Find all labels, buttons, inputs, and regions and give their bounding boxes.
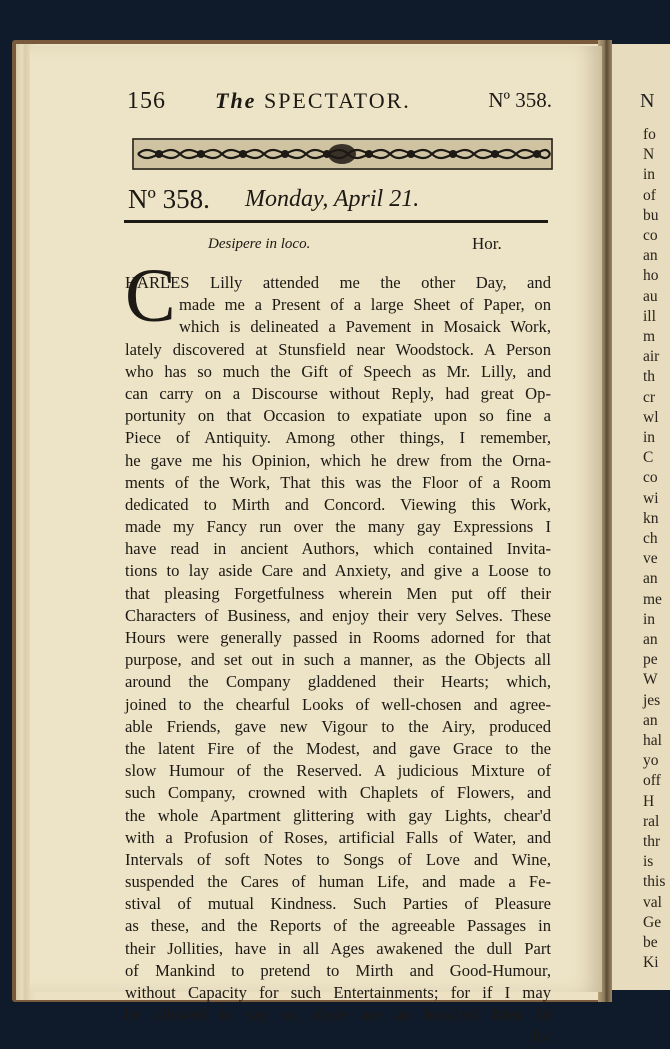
text-line: that pleasing Forgetfulness wherein Men put off their <box>125 583 551 603</box>
ornament-band-icon <box>132 138 553 170</box>
header-issue-ref: Nº 358. <box>488 88 552 112</box>
text-line: slow Humour of the Reserved. A judicious Mixture of <box>125 761 551 781</box>
text-line: without Capacity for such Entertainments; for if I may <box>125 983 551 1002</box>
facing-page-line: au <box>643 287 658 305</box>
text-line: their Jollities, have in all Ages awakened the dull Part <box>125 938 551 958</box>
text-line: with a Profusion of Roses, artificial Falls of Water, and <box>125 827 551 847</box>
running-head <box>127 86 552 118</box>
facing-page-line: m <box>643 328 656 345</box>
facing-page-line: Ki <box>643 954 659 972</box>
facing-page-line: co <box>643 469 658 487</box>
text-line: which is delineated a Pavement in Mosaick Work, <box>179 317 551 337</box>
facing-page-line: co <box>643 227 658 244</box>
motto: Desipere in loco. <box>208 236 311 252</box>
facing-page-header: N <box>640 90 655 112</box>
text-line: lately discovered at Stunsfield near Woodstock. A Person <box>125 339 551 359</box>
text-line: can carry on a Discourse without Reply, had great Op- <box>125 383 551 403</box>
facing-page-line: th <box>643 368 656 386</box>
facing-page-line: pe <box>643 651 658 669</box>
facing-page-line: thr <box>643 833 661 850</box>
text-line: of Mankind to pretend to Mirth and Good-Humour, <box>125 960 551 980</box>
facing-page-line: Ge <box>643 913 662 931</box>
text-line: the latent Fire of the Modest, and gave Grace to the <box>125 738 551 758</box>
facing-page-line: ho <box>643 267 659 285</box>
facing-page-line: be <box>643 934 658 951</box>
facing-page-line: hal <box>643 732 662 749</box>
article-body <box>125 272 551 1049</box>
text-line: for <box>531 1027 551 1047</box>
facing-page-line: jes <box>643 691 661 709</box>
text-line: Piece of Antiquity. Among other things, I remember, <box>125 428 551 448</box>
facing-page-line: this <box>643 873 666 891</box>
text-line: HARLES Lilly attended me the other Day, and <box>125 273 551 292</box>
facing-page-line: N <box>643 146 655 164</box>
facing-page-line: air <box>643 348 660 366</box>
drop-cap: C <box>125 254 176 338</box>
text-line: Hours were generally passed in Rooms adorned for that <box>125 628 551 647</box>
text-line: have read in ancient Authors, which contained Invita- <box>125 539 551 559</box>
journal-title: The SPECTATOR. <box>215 88 411 113</box>
text-line: portunity on that Occasion to expatiate upon so fine a <box>125 406 551 426</box>
facing-page-line: ral <box>643 812 660 830</box>
facing-page-line: H <box>643 792 655 810</box>
facing-page-line: ch <box>643 530 658 547</box>
facing-page-line: an <box>643 631 658 648</box>
facing-page-line: cr <box>643 388 656 406</box>
text-line: Intervals of soft Notes to Songs of Love and Wine, <box>125 849 551 869</box>
facing-page <box>610 44 670 990</box>
facing-page-line: wl <box>643 408 659 426</box>
facing-page-line: fo <box>643 126 656 143</box>
text-line: purpose, and set out in such a manner, as the Objects all <box>125 650 551 670</box>
facing-page-line: an <box>643 247 658 265</box>
facing-page-line: an <box>643 570 658 588</box>
text-line: made me a Present of a large Sheet of Paper, on <box>179 295 551 315</box>
facing-page-line: an <box>643 711 658 729</box>
facing-page-line: me <box>643 590 662 608</box>
facing-page-line: ill <box>643 307 656 325</box>
page-number: 156 <box>127 88 166 114</box>
text-line: suspended the Cares of human Life, and made a Fe- <box>125 872 551 892</box>
issue-number: Nº 358. <box>128 184 210 214</box>
text-line: dedicated to Mirth and Concord. Viewing this Work, <box>125 494 551 514</box>
facing-page-line: val <box>643 893 662 911</box>
text-line: he gave me his Opinion, which he drew from the Orna- <box>125 450 551 470</box>
text-line: made my Fancy run over the many gay Expressions I <box>125 517 551 537</box>
motto-source: Hor. <box>472 234 502 253</box>
facing-page-line: wi <box>643 489 659 507</box>
facing-page-line: in <box>643 166 656 184</box>
facing-page-line: kn <box>643 509 659 527</box>
text-line: Characters of Business, and enjoy their very Selves. These <box>125 605 551 625</box>
facing-page-line: off <box>643 772 661 790</box>
facing-page-line: W <box>643 671 658 689</box>
text-line: ments of the Work, That this was the Floor of a Room <box>125 472 551 492</box>
facing-page-line: is <box>643 853 654 871</box>
heading-rule <box>124 220 548 223</box>
facing-page-line: ve <box>643 550 658 568</box>
facing-page-line: C <box>643 449 654 467</box>
facing-page-line: in <box>643 429 656 446</box>
facing-page-line: bu <box>643 206 659 224</box>
issue-heading <box>128 180 548 220</box>
text-line: around the Company gladdened their Hearts; which, <box>125 672 551 692</box>
text-line: be allowed to say so, there are an hundred Men fit <box>125 1005 551 1025</box>
text-line: the whole Apartment glittering with gay Lights, chear'd <box>125 805 551 825</box>
facing-page-line: of <box>643 186 656 204</box>
text-line: able Friends, gave new Vigour to the Airy, produced <box>125 716 551 736</box>
issue-date: Monday, April 21. <box>245 186 420 212</box>
text-line: such Company, crowned with Chaplets of Flowers, and <box>125 783 551 803</box>
text-line: stival of mutual Kindness. Such Parties of Pleasure <box>125 894 551 914</box>
facing-page-line: yo <box>643 752 659 770</box>
text-line: as these, and the Reports of the agreeable Passages in <box>125 916 551 936</box>
text-line: tions to lay aside Care and Anxiety, and give a Loose to <box>125 561 551 581</box>
text-line: who has so much the Gift of Speech as Mr. Lilly, and <box>125 361 551 381</box>
text-line: joined to the chearful Looks of well-chosen and agree- <box>125 694 551 714</box>
facing-page-line: in <box>643 610 656 628</box>
